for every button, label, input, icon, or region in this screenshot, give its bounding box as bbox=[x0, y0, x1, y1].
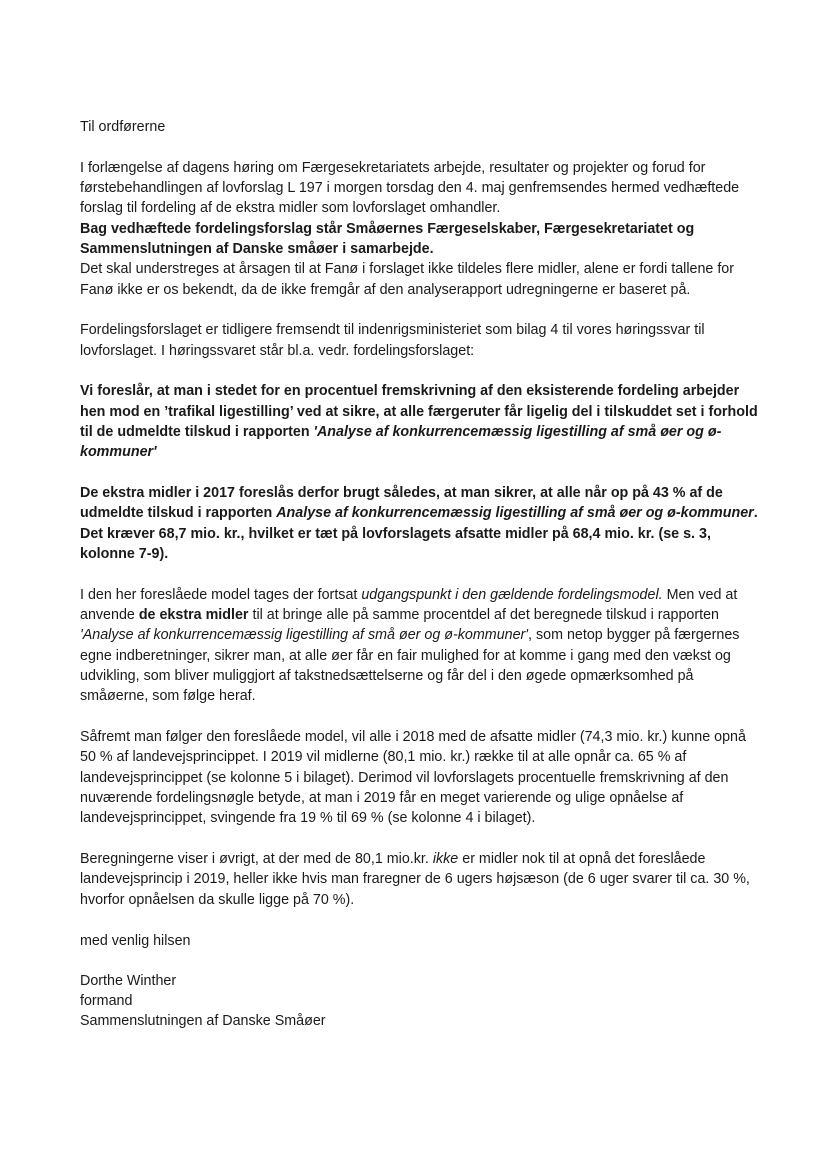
letter bbox=[80, 117, 760, 1032]
calculation-paragraph bbox=[80, 849, 760, 910]
model-paragraph bbox=[80, 585, 760, 707]
signature-block bbox=[80, 971, 760, 1032]
quote-1-text: Vi foreslår, at man i stedet for en procentuel fremskrivning af den eksisterende fordeling arbejder hen mod en ’trafikal ligestilling’ ved at sikre, at alle færgeruter får ligelig del i tilskuddet set i forhold til de udmeldte tilskud i rapporten bbox=[80, 383, 758, 441]
model-text-a: I den her foreslåede model tages der fortsat bbox=[80, 586, 362, 603]
quote-2-report-title: Analyse af konkurrencemæssig ligestilling af små øer og ø-kommuner bbox=[276, 505, 754, 522]
calculation-text-a: Beregningerne viser i øvrigt, at der med de 80,1 mio.kr. bbox=[80, 851, 433, 868]
signature-role: formand bbox=[80, 993, 133, 1010]
model-text-c: til at bringe alle på samme procentdel af det beregnede tilskud i rapporten bbox=[248, 607, 719, 624]
intro-paragraph bbox=[80, 158, 760, 300]
quote-2-text-b: . Det kræver 68,7 mio. kr., hvilket er tæt på lovforslagets afsatte midler på 68,4 mio. kr. (se s. 3, kolonne 7-9). bbox=[80, 505, 758, 563]
quote-paragraph-2 bbox=[80, 483, 760, 564]
model-extra-funds: de ekstra midler bbox=[138, 607, 249, 624]
intro-fanoe-note: Det skal understreges at årsagen til at Fanø i forslaget ikke tildeles flere midler, alene er fordi tallene for Fanø ikke er os bekendt, da de ikke fremgår af den analyserapport udregningerne er baseret på. bbox=[80, 261, 735, 298]
model-report-title: 'Analyse af konkurrencemæssig ligestilling af små øer og ø-kommuner' bbox=[80, 627, 529, 644]
calculation-text-b: er midler nok til at opnå det foreslåede landevejsprincip i 2019, heller ikke hvis man fraregner de 6 ugers højsæson (de 6 uger svarer til ca. 30 %, hvorfor opnåelsen da skulle ligge på 70 %). bbox=[80, 851, 750, 908]
intro-text: I forlængelse af dagens høring om Færgesekretariatets arbejde, resultater og projekter og forud for førstebehandlingen af lovforslag L 197 i morgen torsdag den 4. maj genfremsendes hermed vedhæftede forslag til fordeling af de ekstra midler som lovforslaget omhandler. bbox=[80, 159, 740, 217]
signature-organization: Sammenslutningen af Danske Småøer bbox=[80, 1013, 326, 1030]
quote-paragraph-1 bbox=[80, 381, 760, 462]
closing: med venlig hilsen bbox=[80, 932, 191, 949]
model-text-d: , som netop bygger på færgernes egne indberetninger, sikrer man, at alle øer får en fair mulighed for at komme i gang med den vækst og udvikling, som bliver muliggjort af takstnedsættelserne og får del i den øgede opmærksomhed på småøerne, som følge heraf. bbox=[80, 627, 740, 705]
signature-name: Dorthe Winther bbox=[80, 972, 177, 989]
background-paragraph: Fordelingsforslaget er tidligere fremsendt til indenrigsministeriet som bilag 4 til vores høringssvar til lovforslaget. I høringssvaret står bl.a. vedr. fordelingsforslaget: bbox=[80, 322, 705, 359]
projection-paragraph: Såfremt man følger den foreslåede model, vil alle i 2018 med de afsatte midler (74,3 mio. kr.) kunne opnå 50 % af landevejsprincippet. I 2019 vil midlerne (80,1 mio. kr.) række til at alle opnår ca. 65 % af landevejsprincippet (se kolonne 5 i bilaget). Derimod vil lovforslagets procentuelle fremskrivning af den nuværende fordelingsnøgle betyde, at man i 2019 får en meget varierende og ulige opnåelse af landevejsprincippet, svingende fra 19 % til 69 % (se kolonne 4 i bilaget). bbox=[80, 729, 746, 827]
quote-1-report-title: 'Analyse af konkurrencemæssig ligestilling af små øer og ø-kommuner' bbox=[80, 424, 722, 461]
model-starting-point: udgangspunkt i den gældende fordelingsmodel. bbox=[361, 586, 663, 603]
model-text-b: Men ved at anvende bbox=[80, 586, 738, 624]
salutation: Til ordførerne bbox=[80, 119, 166, 135]
intro-bold-statement: Bag vedhæftede fordelingsforslag står Småøernes Færgeselskaber, Færgesekretariatet og Sammenslutningen af Danske småøer i samarbejde. bbox=[80, 220, 695, 257]
quote-2-text-a: De ekstra midler i 2017 foreslås derfor brugt således, at man sikrer, at alle når op på 43 % af de udmeldte tilskud i rapporten bbox=[80, 485, 723, 522]
calculation-emphasis: ikke bbox=[432, 851, 459, 868]
